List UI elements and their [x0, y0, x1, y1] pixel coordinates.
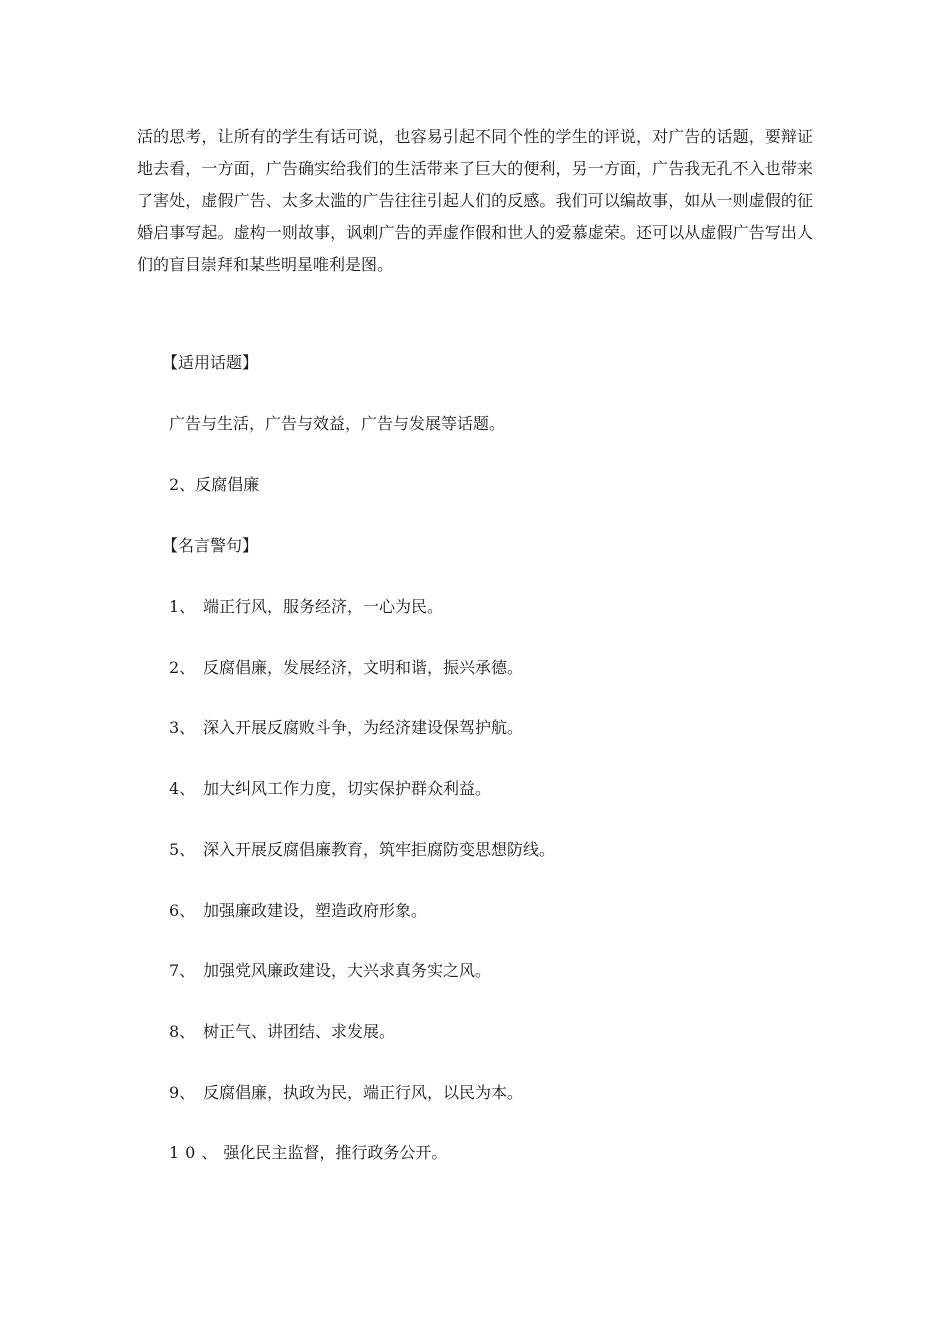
quote-number: 4、: [169, 779, 196, 798]
quote-item: [169, 959, 491, 983]
quote-item: [169, 777, 491, 801]
applicable-topics-heading: 【适用话题】: [162, 353, 259, 372]
quote-number: 5、: [169, 840, 196, 859]
quote-text: 反腐倡廉，发展经济，文明和谐，振兴承德。: [203, 658, 524, 677]
quote-number: 6、: [169, 901, 196, 920]
quote-item: [169, 838, 555, 862]
quote-number: 10、: [169, 1143, 224, 1162]
quote-item: [169, 899, 427, 923]
quote-item: [169, 716, 523, 740]
quote-text: 加强廉政建设，塑造政府形象。: [203, 901, 428, 920]
quote-item: [169, 656, 523, 680]
quote-text: 反腐倡廉，执政为民，端正行风，以民为本。: [203, 1083, 524, 1102]
quote-number: 8、: [169, 1022, 196, 1041]
section-title: 2、反腐倡廉: [169, 475, 260, 494]
quote-item: [169, 595, 443, 619]
quote-text: 加大纠风工作力度，切实保护群众利益。: [203, 779, 492, 798]
quote-item: [169, 1020, 395, 1044]
quotes-heading: 【名言警句】: [162, 536, 259, 555]
quote-text: 树正气、讲团结、求发展。: [203, 1022, 396, 1041]
intro-paragraph: 活的思考，让所有的学生有话可说，也容易引起不同个性的学生的评说，对广告的话题，要辩证地去看，一方面，广告确实给我们的生活带来了巨大的便利，另一方面，广告我无孔不入也带来了害处，虚假广告、太多太滥的广告往往引起人们的反感。我们可以编故事，如从一则虚假的征婚启事写起。虚构一则故事，讽刺广告的弄虚作假和世人的爱慕虚荣。还可以从虚假广告写出人们的盲目崇拜和某些明星唯利是图。: [137, 127, 813, 274]
applicable-topics-text: 广告与生活，广告与效益，广告与发展等话题。: [169, 414, 506, 433]
quote-text: 深入开展反腐败斗争，为经济建设保驾护航。: [203, 718, 524, 737]
quote-number: 1、: [169, 597, 196, 616]
quote-item: [169, 1081, 523, 1105]
quote-item: [169, 1141, 447, 1165]
quote-text: 深入开展反腐倡廉教育，筑牢拒腐防变思想防线。: [203, 840, 556, 859]
quote-text: 加强党风廉政建设，大兴求真务实之风。: [203, 961, 492, 980]
quote-text: 端正行风，服务经济，一心为民。: [203, 597, 444, 616]
quote-number: 2、: [169, 658, 196, 677]
quote-number: 3、: [169, 718, 196, 737]
quote-number: 7、: [169, 961, 196, 980]
quote-number: 9、: [169, 1083, 196, 1102]
quote-text: 强化民主监督，推行政务公开。: [223, 1143, 448, 1162]
